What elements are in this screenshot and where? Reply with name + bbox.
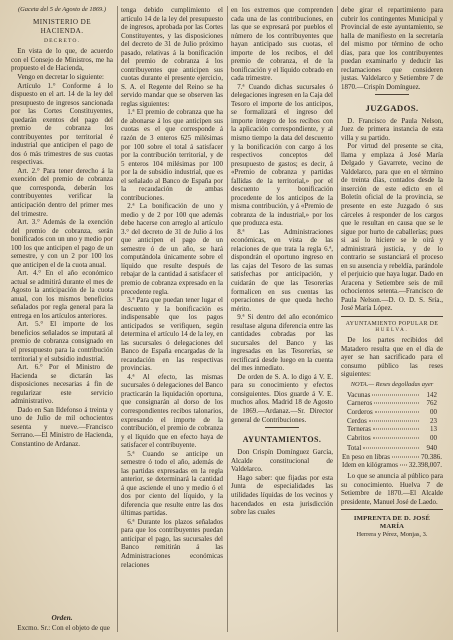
total-label: Total: [347, 444, 362, 453]
notice-paragraph: Don Crispín Domínguez García, Alcalde constitucional de Valdelarco.: [231, 448, 333, 474]
court-paragraph: D. Francisco de Paula Nelson, Juez de primera instancia de esta villa y su partido.: [341, 116, 443, 142]
cattle-value: 13: [430, 425, 437, 434]
cattle-note: NOTA.— Reses degolladas ayer: [350, 381, 434, 389]
cattle-value: 00: [430, 407, 437, 416]
weight-row: [341, 453, 443, 462]
weight-value: 32.398,007.: [408, 461, 442, 470]
leader-dots: [369, 420, 419, 421]
court-paragraph: Por virtud del presente se cita, llama y emplaza á José María Delgado y Gavarrete, vecino de Valdelarco, para que en el término de treinta días, contados desde la inserción de este edicto en el Boletín oficial de la provincia, se presente en este Juzgado ó sus cárceles á responder de los cargos que le resultan en causa que se le sigue por hurto de caballerías; pues si así lo hiciere se le oirá y administrará justicia, y de lo contrario se sustanciará el proceso en su ausencia y rebeldía, parándole el perjuicio que haya lugar. Dado en Aracena y Setiembre seis de mil ochocientos setenta.—Francisco de Paula Nelson.—D. O. D. S. Sría., José María López.: [341, 142, 443, 313]
cattle-row: [341, 425, 443, 434]
council-closing: Lo que se anuncia al público para su conocimiento. Huelva 7 de Setiembre de 1870.—El Alcalde presidente, Manuel José de Laedo.: [341, 472, 443, 506]
cattle-value: 762: [426, 399, 437, 408]
column-rule: [117, 6, 118, 632]
leader-dots: [372, 394, 419, 395]
column-3: [231, 6, 333, 633]
column-1: [11, 6, 113, 633]
order-rule: 2.ª La bonificación de uno y medio y de 2 por 100 que además debe hacerse con arreglo al artículo 3.° del decreto de 31 de Julio á los que anticipen el pago de un semestre ó de un año, se hará computándola únicamente sobre el líquido que resulte después de rebajar de la cantidad á satisfacer el premio de cobranza expresado en la precedente regla.: [121, 202, 223, 296]
notice-paragraph: Hago saber: que fijadas por esta Junta de especialidades las utilidades líquidas de los vecinos y hacendados en esta jurisdicción sobre las cuales: [231, 473, 333, 517]
ministry-heading: MINISTERIO DE HACIENDA.: [32, 18, 91, 36]
ayuntamientos-heading: AYUNTAMIENTOS.: [242, 435, 322, 445]
council-city: HUELVA.: [375, 328, 409, 334]
cattle-value: 23: [430, 416, 437, 425]
decree-article: Art. 5.° El importe de los beneficios señalados se imputará al premio de cobranza consignado en el presupuesto para la contribución territorial y el subsidio industrial.: [11, 320, 113, 363]
order-rule: 8.ª Las Administraciones económicas, en vista de las relaciones de que trata la regla 6.ª, dispondrán el oportuno ingreso en las cajas del Tesoro de las sumas satisfechas por anticipación, y cuidarán de que las Tesorerías formalicen en sus cuentas las operaciones de que queda hecho mérito.: [231, 227, 333, 313]
council-intro: De los partes recibidos del Matadero resulta que en el día de ayer se han sacrificado para el consumo público las reses siguientes:: [341, 336, 443, 379]
order-rule: 1.ª El premio de cobranza que ha de abonarse á los que anticipen sus cuotas es el que corresponde á razón de 3 enteros 625 milésimas por 100 sobre el total á satisfacer por la contribución territorial, y de 5 enteros 104 milésimas por 100 por la de subsidio industrial, que es el señalado al Banco de España por la recaudación de ambas contribuciones.: [121, 108, 223, 202]
gazette-reference: (Gaceta del 5 de Agosto de 1869.): [17, 6, 107, 13]
juzgados-heading: JUZGADOS.: [365, 102, 419, 113]
decree-paragraph: Vengo en decretar lo siguiente:: [17, 73, 104, 82]
order-paragraph: tenga debido cumplimiento el artículo 14 de la ley del presupuesto de ingresos, aprobada por las Cortes Constituyentes, y las disposiciones del decreto de 31 de Julio próximo pasado, relativas á la bonificación del premio de cobranza á los contribuyentes que anticipen sus cuotas durante el presente ejercicio, S. A. el Regente del Reino se ha servido mandar que se observen las reglas siguientes:: [121, 6, 223, 108]
cattle-value: 00: [430, 433, 437, 442]
column-rule: [337, 6, 338, 632]
cattle-label: Carneros: [347, 399, 373, 408]
leader-dots: [374, 403, 419, 404]
leader-dots: [363, 448, 419, 449]
order-block: [11, 610, 113, 633]
section-divider: [265, 427, 300, 428]
leader-dots: [375, 411, 419, 412]
order-paragraph: Excmo. Sr.: Con el objeto de que: [17, 624, 110, 633]
column-2: [121, 6, 223, 633]
cattle-total-row: [341, 444, 443, 453]
cattle-row: [341, 417, 443, 426]
weight-row: [341, 461, 443, 470]
order-rule: 7.ª Cuando dichas sucursales ó delegaciones ingresen en la Caja del Tesoro el importe de los anticipos, se formalizará el ingreso del importe íntegro de los recibos con la aplicación correspondiente, y al mismo tiempo la data del descuento y la bonificación con cargo á los respectivos conceptos del presupuesto de gastos; es decir, á «Premio de cobranza y partidas fallidas de la territorial,» por el descuento y bonificación procedente de los anticipos de la misma contribución, y á «Premio de cobranza de la industrial,» por los que produzca esta.: [231, 82, 333, 228]
cattle-label: Terneras: [347, 425, 371, 434]
printer-name: IMPRENTA DE D. JOSÉ MARÍA: [353, 514, 431, 531]
cattle-row: [341, 399, 443, 408]
cattle-label: Cerdos: [347, 416, 367, 425]
notice-paragraph: debe girar el repartimiento para cubrir los contingentes Municipal y Provincial de este ayuntamiento, se halla de manifiesto en la secretaría del mismo por término de ocho días, para que los contribuyentes puedan examinarlo y deducir las reclamaciones que consideren justas. Valdelarco y Setiembre 7 de 1870.—Crispín Domínguez.: [341, 6, 443, 91]
section-divider: [375, 94, 410, 95]
weight-label: Idem en kilógramos: [342, 461, 398, 470]
order-rule: 5.ª Cuando se anticipe un semestre ó todo el año, además de las partidas expresadas en la regla anterior, se determinará la cantidad á que asciende el uno y medio ó el dos por ciento del líquido, y la diferencia que resulte entre las dos últimas partidas.: [121, 449, 223, 518]
decree-article: Art. 4.° En el año económico actual se admitirá durante el mes de Agosto la anticipación de la cuota anual, con los mismos beneficios señalados por regla general para la entrega en los artículos anteriores.: [11, 269, 113, 320]
printer-address: Herrera y Pérez, Monjas, 3.: [356, 531, 428, 539]
total-value: 940: [426, 444, 437, 453]
order-rule: 9.ª Si dentro del año económico resultase alguna diferencia entre las cantidades cobradas por las sucursales del Banco y las ingresadas en las Tesorerías, se rectificará desde luego en la cuenta del mes inmediato.: [231, 313, 333, 373]
weight-value: 70.386.: [421, 452, 442, 461]
decree-heading: DECRETO.: [43, 38, 81, 45]
cattle-label: Cabritos: [347, 433, 371, 442]
decree-article: Art. 3.° Además de la exención del premio de cobranza, serán bonificados con un uno y medio por 100 los que anticipen el pago de un semestre, y con un 2 por 100 los que anticipen el de la cuota anual.: [11, 218, 113, 269]
column-rule: [227, 6, 228, 632]
cattle-row: [341, 434, 443, 443]
weight-label: En peso en libras: [342, 452, 391, 461]
decree-article: Art. 6.° Por el Ministro de Hacienda se dictarán las disposiciones necesarias á fin de regularizar este servicio administrativo.: [11, 363, 113, 406]
leader-dots: [392, 456, 419, 457]
cattle-table: [341, 391, 443, 470]
decree-article: Art. 2.° Para tener derecho á la exención del premio de cobranza que corresponda, deberán los contribuyentes verificar la anticipación dentro del primer mes del trimestre.: [11, 166, 113, 218]
order-heading: Orden.: [51, 613, 73, 623]
leader-dots: [373, 429, 419, 430]
leader-dots: [373, 437, 419, 438]
order-rule: 3.ª Para que puedan tener lugar el descuento y la bonificación es indispensable que los pagos anticipados se verifiquen, según determina el artículo 14 de la ley, en las sucursales ó delegaciones del Banco de España encargadas de la recaudación en las respectivas provincias.: [121, 296, 223, 373]
cattle-row: [341, 408, 443, 417]
column-4: [341, 6, 443, 633]
cattle-label: Vacunas: [347, 390, 371, 399]
cattle-value: 142: [426, 390, 437, 399]
order-signature: De orden de S. A. lo digo á V. E. para su conocimiento y efectos consiguientes. Dios guarde á V. E. muchos años. Madrid 18 de Agosto de 1869.—Ardanaz.—Sr. Director general de Contribuciones.: [231, 372, 333, 424]
cattle-row: [341, 391, 443, 400]
cattle-label: Corderos: [347, 407, 373, 416]
section-divider: [341, 509, 443, 510]
decree-signature: Dado en San Ildefonso á treinta y uno de Julio de mil ochocientos sesenta y nueve.—Francisco Serrano.—El Ministro de Hacienda, Constantino de Ardanaz.: [11, 405, 113, 448]
order-rule: 6.ª Durante los plazos señalados para que los contribuyentes puedan anticipar el pago, las sucursales del Banco remitirán á las Administraciones económicas relaciones: [121, 517, 223, 569]
decree-paragraph: En vista de lo que, de acuerdo con el Consejo de Ministros, me ha propuesto el de Hacienda,: [11, 47, 113, 73]
order-rule: 4.ª Al efecto, las mismas sucursales ó delegaciones del Banco practicarán la liquidación oportuna, que consignarán al dorso de los correspondientes recibos talonarios, expresando el importe de la contribución, el premio de cobranza y el líquido que en efecto haya de satisfacer el contribuyente.: [121, 372, 223, 450]
section-divider: [341, 316, 443, 317]
leader-dots: [400, 465, 407, 466]
decree-article: Artículo 1.° Conforme á lo dispuesto en el art. 14 de la ley del presupuesto de ingresos sancionada por las Cortes Constituyentes, quedarán exentos del pago del premio de cobranza los contribuyentes por territorial é industrial que anticipen el pago de dos ó más trimestres de sus cuotas respectivas.: [11, 81, 113, 167]
council-heading: AYUNTAMIENTO POPULAR DE: [345, 321, 439, 328]
order-rule: en los extremos que comprenden cada una de las contribuciones, en las que se expresará por pueblos el número de los contribuyentes que hayan anticipado sus cuotas, el importe de los recibos, el del premio de cobranza, el de la bonificación y el líquido cobrado en cada trimestre.: [231, 6, 333, 83]
